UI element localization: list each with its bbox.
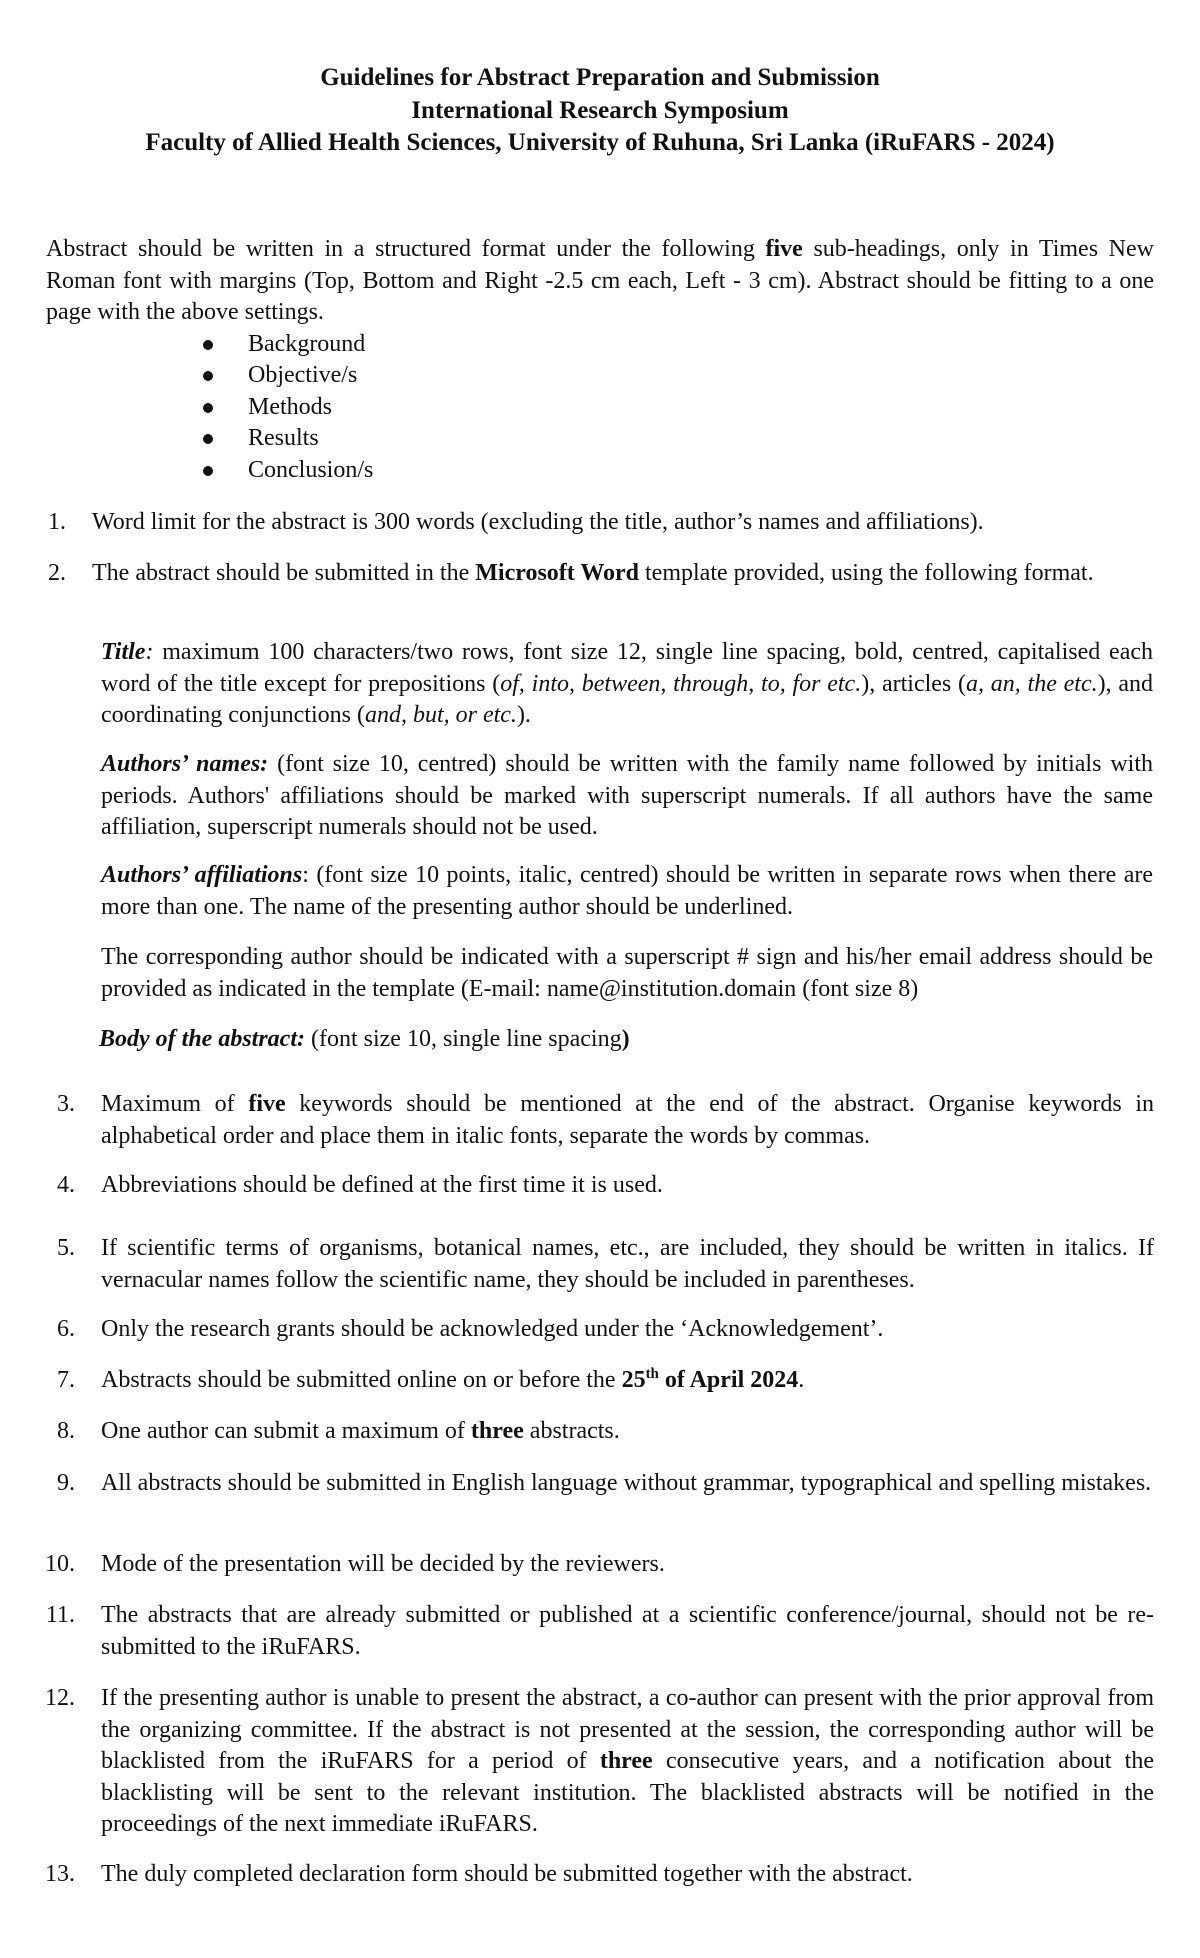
bullet-icon <box>203 434 213 444</box>
format-corresponding-author: The corresponding author should be indicated with a superscript # sign and his/her email address should be provided as indicated in the template (E-mail: name@institution.domain (font size 8) <box>101 944 1153 1002</box>
subheading-list <box>46 329 1154 487</box>
list-item: Conclusion/s <box>203 455 1154 487</box>
format-title: Title: maximum 100 characters/two rows, font size 12, single line spacing, bold, centred, capitalised each word of the title except for prepositions (of, into, between, through, to, for etc.), articles (a, an, the etc.), and coordinating conjunctions (and, but, or etc.). <box>101 639 1154 728</box>
bullet-icon <box>203 466 213 476</box>
list-item: Objective/s <box>203 360 1154 392</box>
format-authors-names: Authors’ names: (font size 10, centred) should be written with the family name followed by initials with periods. Authors' affiliations should be marked with superscript numerals. If all authors have the same affiliation, superscript numerals should not be used. <box>101 751 1154 840</box>
bullet-icon <box>203 403 213 413</box>
document-header <box>0 62 1200 160</box>
bullet-icon <box>203 340 213 350</box>
header-title: Guidelines for Abstract Preparation and Submission <box>320 64 880 91</box>
header-event: International Research Symposium <box>411 96 789 124</box>
header-institution: Faculty of Allied Health Sciences, University of Ruhuna, Sri Lanka (iRuFARS - 2024) <box>145 129 1055 156</box>
list-item: Methods <box>203 392 1154 424</box>
intro-paragraph: Abstract should be written in a structured format under the following five sub-headings, only in Times New Roman font with margins (Top, Bottom and Right -2.5 cm each, Left - 3 cm). Abstract should be fitting to a one page with the above settings. <box>46 236 1154 325</box>
list-item: Results <box>203 423 1154 455</box>
format-body: Body of the abstract: (font size 10, single line spacing) <box>99 1026 630 1052</box>
document-page: Guidelines for Abstract Preparation and Submission International Research Symposium Faculty of Allied Health Sciences, University of Ruhuna, Sri Lanka (iRuFARS - 2024) Abstract should be written in a structured format under the following five sub-headings, only in Times New Roman font with margins (Top, Bottom and Right -2.5 cm each, Left - 3 cm). Abstract should be fitting to a one page with the above settings. Background Objective/s Methods Results Conclusion/s 1. Word limit for the abstract is 300 words (excluding the title, author’s names and affiliations). 2. The abstract should be submitted in the Microsoft Word template provided, using the following format. Title: maximum 100 characters/two rows, font size 12, single line spacing, bold, centred, capitalised each word of the title except for prepositions (of, into, between, through, to, for etc.), articles (a, an, the etc.), and coordinating conjunctions (and, but, or etc.). Authors’ names: (font size 10, centred) should be written with the family name followed by initials with periods. Authors' affiliations should be marked with superscript numerals. If all authors have the same affiliation, superscript numerals should not be used. Authors’ affiliations: (font size 10 points, italic, centred) should be written in separate rows when there are more than one. The name of the presenting author should be underlined. The corresponding author should be indicated with a superscript # sign and his/her email address should be provided as indicated in the template (E-mail: name@institution.domain (font size 8) Body of the abstract: (font size 10, single line spacing) 3. Maximum of five keywords should be mentioned at the end of the abstract. Organise keywords in alphabetical order and place them in italic fonts, separate the words by commas. 4. Abbreviations should be defined at the first time it is used. 5. If scientific terms of organisms, botanical names, etc., are included, they should be written in italics. If vernacular names follow the scientific name, they should be included in parentheses. 6. Only the research grants should be acknowledged under the ‘Acknowledgement’. 7. Abstracts should be submitted online on or before the 25th of April 2024. 8. One author can submit a maximum of three abstracts. 9. All abstracts should be submitted in English language without grammar, typographical and spelling mistakes. 10. Mode of the presentation will be decided by the reviewers. 11. The abstracts that are already submitted or published at a scientific conference/journal, should not be re-submitted to the iRuFARS. 12. If the presenting author is unable to present the abstract, a co-author can present with the prior approval from the organizing committee. If the abstract is not presented at the session, the corresponding author will be blacklisted from the iRuFARS for a period of three consecutive years, and a notification about the blacklisting will be sent to the relevant institution. The blacklisted abstracts will be notified in the proceedings of the next immediate iRuFARS. 13. The duly completed declaration form should be submitted together with the abstract. <box>0 0 1200 1958</box>
bullet-icon <box>203 371 213 381</box>
list-item: Background <box>203 329 1154 361</box>
intro-section <box>46 234 1154 486</box>
format-authors-affiliations: Authors’ affiliations: (font size 10 points, italic, centred) should be written in separate rows when there are more than one. The name of the presenting author should be underlined. <box>101 862 1153 920</box>
